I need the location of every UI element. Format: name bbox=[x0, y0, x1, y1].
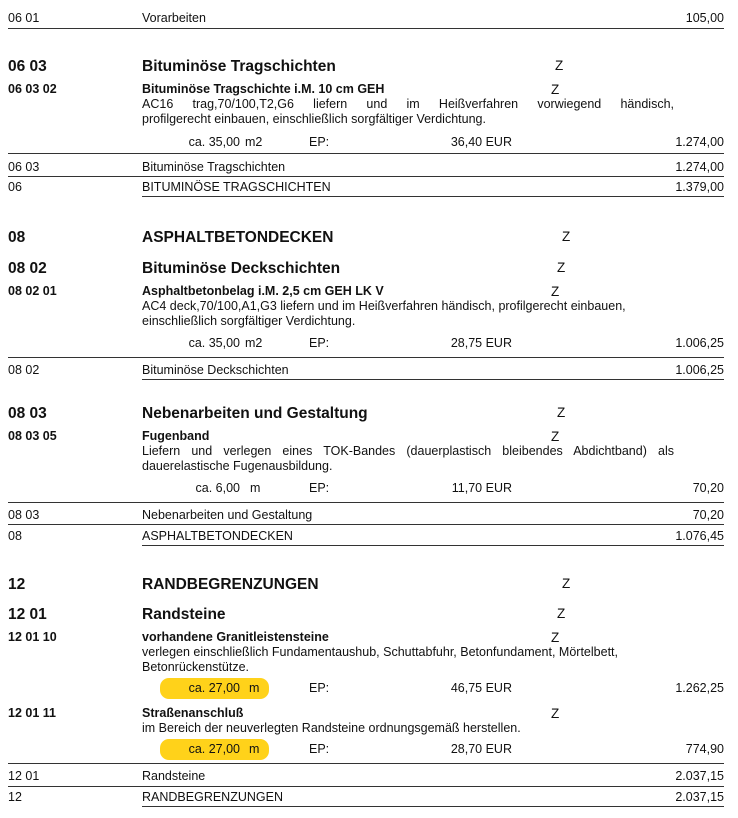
group-total-amount: 1.076,45 bbox=[675, 529, 724, 543]
section-title: Bituminöse Tragschichten bbox=[142, 58, 336, 75]
group-title: ASPHALTBETONDECKEN bbox=[142, 229, 334, 246]
position-code: 12 01 11 bbox=[8, 706, 56, 720]
group-total-amount: 1.379,00 bbox=[675, 180, 724, 194]
ep-label: EP: bbox=[309, 742, 330, 756]
quantity: ca. 35,00 bbox=[188, 336, 240, 350]
subtotal-amount: 105,00 bbox=[685, 11, 724, 25]
z-marker: Z bbox=[557, 606, 566, 621]
position-total: 1.006,25 bbox=[675, 336, 724, 350]
position-description: AC16 trag,70/100,T2,G6 liefern und im Heißverfahren vorwiegend händisch, profilgerecht einbauen, einschließlich sorgfältiger Verdichtung. bbox=[142, 97, 674, 126]
z-marker: Z bbox=[555, 58, 564, 73]
group-total-code: 08 bbox=[8, 529, 22, 543]
position-code: 12 01 10 bbox=[8, 630, 57, 644]
section-code: 06 03 bbox=[8, 58, 47, 75]
position-title: vorhandene Granitleistensteine bbox=[142, 630, 329, 644]
quantity: ca. 6,00 bbox=[195, 481, 240, 495]
z-marker: Z bbox=[551, 706, 560, 721]
position-code: 08 03 05 bbox=[8, 429, 57, 443]
quantity: ca. 27,00 bbox=[188, 742, 240, 756]
position-code: 06 03 02 bbox=[8, 82, 57, 96]
rule bbox=[8, 357, 724, 358]
ep-label: EP: bbox=[309, 336, 330, 350]
rule bbox=[8, 176, 724, 177]
unit-price: 46,75 EUR bbox=[450, 681, 512, 695]
position-total: 1.274,00 bbox=[675, 135, 724, 149]
group-total-label: RANDBEGRENZUNGEN bbox=[142, 790, 283, 804]
rule bbox=[142, 545, 724, 546]
section-title: Randsteine bbox=[142, 606, 226, 623]
section-code: 12 01 bbox=[8, 606, 47, 623]
unit-price: 11,70 EUR bbox=[451, 481, 512, 495]
subtotal-amount: 70,20 bbox=[692, 508, 724, 522]
subtotal-amount: 1.274,00 bbox=[675, 160, 724, 174]
subtotal-code: 06 01 bbox=[8, 11, 40, 25]
z-marker: Z bbox=[551, 284, 560, 299]
ep-label: EP: bbox=[309, 681, 330, 695]
position-total: 774,90 bbox=[685, 742, 724, 756]
group-title: RANDBEGRENZUNGEN bbox=[142, 576, 319, 593]
quantity: ca. 35,00 bbox=[188, 135, 240, 149]
ep-label: EP: bbox=[309, 481, 330, 495]
section-code: 08 03 bbox=[8, 405, 47, 422]
subtotal-code: 08 02 bbox=[8, 363, 40, 377]
subtotal-code: 12 01 bbox=[8, 769, 40, 783]
position-title: Asphaltbetonbelag i.M. 2,5 cm GEH LK V bbox=[142, 284, 384, 298]
subtotal-amount: 1.006,25 bbox=[675, 363, 724, 377]
rule bbox=[142, 196, 724, 197]
section-title: Bituminöse Deckschichten bbox=[142, 260, 341, 277]
subtotal-amount: 2.037,15 bbox=[675, 769, 724, 783]
unit: m bbox=[249, 681, 260, 695]
position-description: AC4 deck,70/100,A1,G3 liefern und im Heißverfahren händisch, profilgerecht einbauen, einschließlich sorgfältiger Verdichtung. bbox=[142, 299, 626, 328]
rule bbox=[8, 153, 724, 154]
quantity: ca. 27,00 bbox=[188, 681, 240, 695]
position-description: im Bereich der neuverlegten Randsteine ordnungsgemäß herstellen. bbox=[142, 721, 521, 735]
subtotal-label: Nebenarbeiten und Gestaltung bbox=[142, 508, 313, 522]
z-marker: Z bbox=[551, 82, 560, 97]
position-title: Bituminöse Tragschichte i.M. 10 cm GEH bbox=[142, 82, 385, 96]
rule bbox=[8, 28, 724, 29]
subtotal-label: Bituminöse Deckschichten bbox=[142, 363, 289, 377]
subtotal-code: 06 03 bbox=[8, 160, 40, 174]
position-total: 70,20 bbox=[692, 481, 724, 495]
group-total-amount: 2.037,15 bbox=[675, 790, 724, 804]
unit-price: 28,75 EUR bbox=[450, 336, 512, 350]
group-total-label: BITUMINÖSE TRAGSCHICHTEN bbox=[142, 180, 331, 194]
position-total: 1.262,25 bbox=[675, 681, 724, 695]
z-marker: Z bbox=[562, 576, 571, 591]
unit: m2 bbox=[245, 135, 263, 149]
group-total-code: 06 bbox=[8, 180, 22, 194]
rule bbox=[8, 763, 724, 764]
unit: m bbox=[249, 742, 260, 756]
rule bbox=[142, 379, 724, 380]
z-marker: Z bbox=[551, 630, 560, 645]
section-code: 08 02 bbox=[8, 260, 47, 277]
group-total-label: ASPHALTBETONDECKEN bbox=[142, 529, 293, 543]
unit: m bbox=[250, 481, 261, 495]
group-code: 08 bbox=[8, 229, 26, 246]
position-code: 08 02 01 bbox=[8, 284, 57, 298]
rule bbox=[8, 786, 724, 787]
unit-price: 36,40 EUR bbox=[450, 135, 512, 149]
section-title: Nebenarbeiten und Gestaltung bbox=[142, 405, 368, 422]
rule bbox=[8, 502, 724, 503]
ep-label: EP: bbox=[309, 135, 330, 149]
subtotal-label: Vorarbeiten bbox=[142, 11, 206, 25]
rule bbox=[142, 806, 724, 807]
position-title: Straßenanschluß bbox=[142, 706, 244, 720]
position-description: verlegen einschließlich Fundamentaushub, Schuttabfuhr, Betonfundament, Mörtelbett, Betonrückenstütze. bbox=[142, 645, 618, 674]
position-description: Liefern und verlegen eines TOK-Bandes (dauerplastisch bleibendes Abdichtband) als dauerelastische Fugenausbildung. bbox=[142, 444, 674, 473]
z-marker: Z bbox=[551, 429, 560, 444]
z-marker: Z bbox=[557, 260, 566, 275]
group-code: 12 bbox=[8, 576, 26, 593]
subtotal-code: 08 03 bbox=[8, 508, 40, 522]
rule bbox=[8, 524, 724, 525]
z-marker: Z bbox=[562, 229, 571, 244]
unit: m2 bbox=[245, 336, 263, 350]
z-marker: Z bbox=[557, 405, 566, 420]
group-total-code: 12 bbox=[8, 790, 22, 804]
subtotal-label: Randsteine bbox=[142, 769, 206, 783]
unit-price: 28,70 EUR bbox=[450, 742, 512, 756]
position-title: Fugenband bbox=[142, 429, 210, 443]
subtotal-label: Bituminöse Tragschichten bbox=[142, 160, 286, 174]
